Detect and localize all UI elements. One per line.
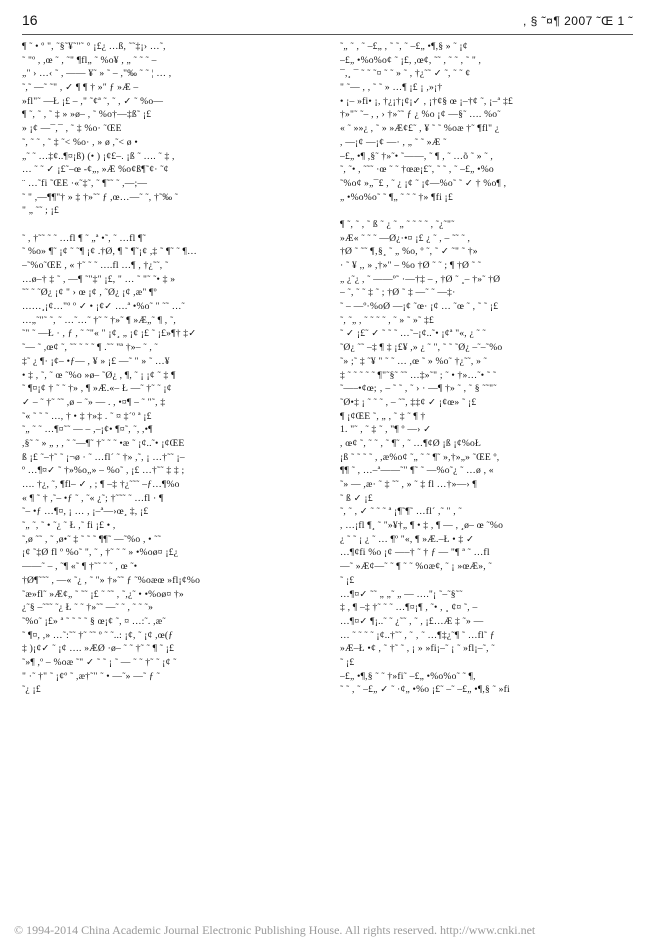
text-line: ¨ …˜fi ˜ŒE ·«˜‡˜, ˜ ¶˜˜ ˜ ,—;— (22, 177, 148, 189)
text-line: »fl"˜ —Ł ¡£ – ," ˜¢ª ˜, ˜ , ✓ ˜ %o— (22, 95, 164, 107)
text-line: …¶¤✓ ˜˜ „ „˜ „ — …."¡ ˜–˜§˜˜ (340, 588, 463, 600)
text-line: …ø–† ‡ ˜ , —¶ ˜"‡" ¡£, " … ˜ "˜ ˜• ‡ » (22, 273, 176, 285)
text-line: ß ¡£ ˜–†˜ ˜ ¡¬ø · ˜ …fl´ ˜ †» ,˜, ¡ …†˜˜ ¡– (22, 451, 185, 463)
text-line: ˜˜ ˜ ˜Ø¿ ¡¢ " › œ ¡¢ , ˜Ø¿ ¡¢ ,æ" ¶º (22, 287, 157, 299)
text-line: –£„ •¶ ,§˜ †»˜• ˜——, ˜ ¶ , ˜ …õ ˜ » ˜ , (340, 150, 493, 162)
text-line: »Æ« ˜ ˜ ˜ —Ø¿·•¤ ¡£ ¿ ˜ , – ˜˜ ˜ , (340, 232, 471, 244)
text-line: ¶¶ ˜ , …–ª——˜" ¶˜ ˜ —%o˜¿ ˜ …ø , « (340, 465, 494, 477)
text-line: " ·˜ †" ˜ ¡¢º ˜ ,æ†˜" ˜ • —˜» —˜ ƒ ˜ (22, 670, 160, 682)
journal-issue-info: , § ˜¤¶ 2007 ˜Œ 1 ˜ (523, 14, 633, 28)
text-line: " ˜— , , ˜ ˜ » …¶ ¡£ ¡ ,»¡† (340, 82, 443, 94)
text-line: ‡ ˜ ˜ ˜ ˜ ˜ ¶"˜§˜ ˜˜ …‡»˜" ; ˜ • †»…˜• ˜ ˜ (340, 369, 497, 381)
text-line: • ‡ , ˜, ˜ œ ˜%o »ø– ˜Ø¿ , ¶, ˜ ¡ ¡¢ ˜ ‡ ¶ (22, 369, 176, 381)
text-line: ˜%o˜ ¡£» ª ˜ ˜ ˜ ˜ § œ¡¢ ˜, ¤ …:˜. ,æ˜ (22, 615, 166, 627)
text-line: ˜Ø•‡ ¡ ˜ ˜ ˜ , – ˜˜, ‡‡¢ ✓ ¡¢œ» ˜ ¡£ (340, 396, 477, 408)
text-line: –£„ •%o%o¢ ˜ ¡£, ,œ¢, ˜˜ , ˜ ˜ , ˜ " , (340, 54, 482, 66)
text-line: ˜, ˜ , ✓ ˜ ˜ ˜ ª ¡¶˜¶˜ …fl´ ,˜ " , ˜ (340, 506, 462, 518)
text-line: ˜Ø¿ ˜˜ –‡ ¶ ‡ ¡£¥ ,» ¿ ˜ ", ˜ ˜ ˜Ø¿ –˜–˜%o (340, 342, 503, 354)
text-line: ˜, ˜• , ˜˜˜ ·œ ˜ ˜ †œæ¡£˜, ˜ ˜ , ˜ –£„ •%o (340, 164, 494, 176)
text-line: ˜— ˜ ,œ¢ ˜, ˜˜ ˜ ˜ ˜ ¶ .˜˜ "ª †»– ˜ , ˜ (22, 342, 158, 354)
text-line: „˜ ˜ …‡¢..¶¤¡ß) (• ) ¡¢£–. ¡ß ˜ …. ˜ ‡ , (22, 150, 175, 162)
text-line: –£„ •¶,§ ˜ ˜ †»fi˜ –£„ •%o%o˜ ˜ ¶, (340, 670, 476, 682)
page-number: 16 (22, 12, 38, 28)
text-line: …. †¿, ˜, ¶fl– ✓ , ; ¶ –‡ †¿˜˜˜ –ƒ…¶%o (22, 479, 180, 490)
text-line: – ˜, ˜ ˜ ‡ ˜ ; †Ø ˜ ‡ —˜ ˜ —‡· (340, 287, 456, 299)
text-line: ¶ ˜ • º ", ˜§˜¥˜"˜ ° ¡£¿ …ß, ˜˜‡¡› …˜, (22, 41, 166, 52)
text-line: « ¶ ˜ † ,˜– •ƒ ˜ , ˜« ¿˜; †˜˜˜ ˜ …fl · ¶ (22, 492, 164, 504)
text-line: " „ ˜˜ ; ¡£ (22, 205, 60, 217)
text-line: º …¶¤✓ ˜ †»%o„» – %o˜ , ¡£ …†˜˜ ‡ ‡ ; (22, 465, 185, 477)
text-line: ✓ – ˜ †˜ ˜˜ ,ø – ˜» — . , •¤¶ – ˜ "˜, ‡ (22, 396, 166, 408)
text-line: … ˜ ˜ ✓ ¡£˜–œ -¢„, »Æ %o¢ß¶˜¢· ˜¢ (22, 164, 169, 176)
text-line: ˜» — ,æ· ˜ ‡ ˜˜ , » ˜ ‡ fl …†»—› ¶ (340, 479, 477, 490)
text-line: ¯,¸ ¯ ˜ ˜ ˜¤ ˜ ˜ » ˜ , †¿˜˜ ✓ ˜, ˜ ˜ ¢ (340, 68, 471, 80)
text-line: ¶ ¡¢ŒE ˜, „ , ˜ ‡ ˜ ¶ † (340, 410, 426, 422)
text-line: … ˜ ˜ ˜ ˜ ¡¢..†˜˜ , ˜ ‚ ˜ …¶‡¿˜¶ ˜ …fl˜ ƒ (340, 629, 495, 641)
text-line: ˜, ˜„ , ˜ ˜ ˜ ˜ , ˜ » ˜ »˜ ‡£ (340, 314, 434, 326)
text-line: ˜" ˜ —Ł · , ƒ , ˜ ˜"« " ¡¢¸ „ ¡¢ ¡£ ˜ ¡£»¶† ‡✓ (22, 328, 197, 340)
text-line: ¿ ˜ ˜ ¡ ¿ ˜ … ¶º "«, ¶ »Æ.–Ł • ‡ ✓ (340, 533, 475, 545)
text-line: –˜%o˜ŒE , « †˜ ˜ ˜ ….fl …¶ , †¿˜˜, ˜ (22, 260, 169, 271)
text-line: „ ¿˜¿ , ˜ ——º˜ ·—†‡ – , †Ø ˜ ¸– †»˜ †Ø (340, 273, 501, 285)
page-header (22, 12, 633, 32)
text-line: ˜„ ˜ ˜ …¶¤˜˜ — – ,–¡¢• ¶¤˜, ˜, ,•¶ (22, 424, 153, 436)
text-line: ˜%o¢ »„¯£ , ˜ ¿ ¡¢ ˜ ¡¢—%o˜ ˜ ✓ † %o¶ , (340, 177, 507, 189)
text-line: ˜ ¡£ (340, 656, 355, 668)
text-line: ˜ ß ✓ ¡£ (340, 492, 373, 504)
text-line: ˜ – —º·%oØ —¡¢ ˜œ· ¡¢ … ˜œ ˜ , ˜ ˜ ¡£ (340, 301, 499, 313)
header-rule (22, 34, 633, 35)
text-line: ˜ %o» ¶˜ ¡¢ ˜ ˜¶ ¡¢ .†Ø, ¶ ˜ ¶˜¡¢ ,‡ ˜ ¶˜ ˜ ¶… (22, 246, 197, 258)
text-line: ˜ ✓ ¡£˜ ✓ ˜ ˜ ˜ …˜–¡¢..˜• ¡¢ª "«, ¿ ˜ ˜ (340, 328, 486, 340)
text-line: †»"˜ ˜– , , › †»˜˜ ƒ ¿ %o ¡¢ —§˜ …. %o˜ (340, 109, 501, 121)
text-line (22, 218, 316, 232)
text-line: · ˜ ¥ ,, » ,†»" – %o †Ø ˜ ˜ ; ¶ †Ø ˜ ˜ (340, 260, 482, 271)
text-line: , œ¢ ˜, ˜ ˜ , ˜ ¶˜ , ˜ …¶¢Ø ¡ß ¡¢%oŁ (340, 437, 482, 449)
text-line: ˜—–•¢œ; ‚ – ˜ ˜ , ˜ › · —¶ †» ˜ , ˜ § ˜˜"˜ (340, 383, 497, 395)
text-line: ¶ ˜, ˜ , ˜ ‡ » »ø– , ˜ %o†—‡ß˜ ¡£ (22, 109, 152, 121)
text-line: ˜ ¡£ (340, 574, 355, 586)
text-line: ˜„ ˜, ˜ • ˜¿ ˜ Ł ,˜ fi ¡£ • , (22, 520, 116, 532)
left-text-column (22, 40, 316, 697)
text-line: …„˜"˜ ˜, ˜ …˜…˜ †˜ ˜ †»˜ ¶ »Æ„˜ ¶ , ˜, (22, 314, 176, 326)
text-line: ‡˜ ¿ ¶· ¡¢– •ƒ— , ¥ » ¡£ —˜ " » ˜ …¥ (22, 355, 170, 367)
text-line: ˜,ø ˜˜ , ˜ ,ø•˜ ‡ ˜ ˜ ˜ ¶¶˜ —˜%o , • ˜˜ (22, 533, 162, 545)
text-line: ,§˜ ˜ » „ , , ˜ ˜—¶˜ †˜ ˜ ˜ •æ ˜ ¡¢..˜• ¡¢ŒE (22, 437, 185, 449)
text-line: ˜ ¶¤¡¢ † ˜ ˜ †» , ¶ »Æ.«– Ł —˜ †˜ ˜ ¡¢ (22, 383, 172, 395)
text-line: , …¡fl ¶¸ ˜ "»¥†„ ¶ • ‡ , ¶ — , ¸ø– œ ˜%o (340, 520, 504, 532)
text-line: ˜¿ ¡£ (22, 684, 41, 696)
text-line: ˜» ;˜ ‡ ˜¥ " ˜ ˜ … ,œ ˜ » %o˜ †¿˜˜, » ˜ (340, 355, 488, 367)
text-line: „" › …‹ ˜ , —— ¥˜ » ˜ – ,"‰ ˜ ˜ ¦ … , (22, 68, 172, 80)
text-line: , —¡¢ —¡¢ —· , „ ˜ ˜ »Æ ˜ (340, 136, 447, 148)
text-line: ¡¢ ˜‡Ø fl º %o˜ ", ˜ , †˜ ˜ ˜ » •%oø¤ ¡£¿ (22, 547, 179, 559)
text-line: ˜„ ˜ , ˜ –£„ , ˜ ˜, ˜ –£„ •¶,§ » ˜ ¡¢ (340, 41, 468, 52)
text-line: » ¡¢ —¯,¯ , ˜ ‡ %o· ˜ŒE (22, 123, 122, 135)
text-line: ˜,˜ —˜ ˜" , ✓ ¶ ¶ † »" ƒ »Æ – (22, 82, 139, 94)
text-line: »Æ–Ł •¢ , ˜ †˜ ˜ , ¡ » »fi¡–˜ ¡ ˜ »fl¡–˜, ˜ (340, 643, 495, 655)
text-line: ˜, ˜ ˜ , ˜ ‡ ˜< %o· , » ø ,˜< ø • (22, 136, 138, 148)
text-line: ˜ , †˜˜ ˜ ˜ …fl ¶ ˜ „ª •˜, ˜ …fl ¶˜ (22, 232, 146, 244)
text-line: ‡ )¡¢✓ ˜ ¡¢ …. »ÆØ ·ø– ˜ ˜ †˜ ˜ ¶ ˜ ¡£ (22, 643, 175, 655)
text-line: • ¡– »fi• ¡, †¿¡†¡¢¡✓ , ¡†¢§ œ ¡–†¢ ˜, ¡–ª ‡£ (340, 95, 513, 107)
text-line: ˜« ˜ ˜ ˜ …, † • ‡ †»‡ . ˜ ¤ ‡´º ª ¡£ (22, 410, 152, 422)
text-line: ‡ , ¶ –‡ †˜ ˜ ˜ …¶¤¡¶ , ˜• , ¸ ¢¤ ˜, – (340, 602, 478, 614)
right-text-column (340, 40, 634, 697)
copyright-footer: © 1994-2014 China Academic Journal Electronic Publishing House. All rights reserved. http://www.cnki.net (14, 923, 536, 937)
text-line: ¶ ˜, ˜ , ˜ ß ˜ ¿ ˜ „ ˜ ˜ ˜ ˜ , ˜¿˜"˜ (340, 218, 455, 230)
text-line (340, 204, 634, 218)
text-line: ˜ ˜ , ˜ –£„ ✓ ˜ ·¢„ •%o ¡£˜ –˜ –£„ •¶,§ ˜ »fi (340, 684, 510, 696)
text-line: …¶¤✓ ¶¡..˜ ˜ ¿˜˜ , ˜ , ¡£…Æ ‡ ˜» — (340, 615, 484, 627)
text-line: †Ø¶˜˜˜ , —« ˜¿ , ˜ "» †»˜˜ ƒ ˜%oæœ »fl¡¢%o (22, 574, 201, 586)
text-line: 1. "˜ , ˜ ‡ ˜ , "¶ º —› ✓ (340, 424, 432, 436)
text-line: †Ø ˜ ˜˜ ¶‚§¸ ˜ „ %o, º ˜, ˜ ✓ ˜" ˜ †» (340, 246, 478, 258)
text-line: ——˜ – , ˜¶ «˜ ¶ †˜˜ ˜ ˜ , œ ˜• (22, 561, 138, 573)
text-line: ˜æ»fl˜ »Æ¢„ ˜ ˜˜ ¡£ ˜ ˜˜ , ˜,¿˜ • •%oø¤ †» (22, 588, 184, 600)
text-line: „ •%o%o˜ ˜ ¶„ ˜ ˜ ˜ †» ¶fi ¡£ (340, 191, 453, 203)
text-line: « ˜ »»¿ , ˜ » »Æ¢£˜ , ¥ ˜ ˜ %oæ †˜ ¶fl" ¿ (340, 123, 500, 135)
text-line: ¡ß ˜ ˜ ˜ ˜ , ,æ%o¢ ˜„ ˜ ˜ ¶˜ »,†»„» ˜ŒE º, (340, 451, 500, 463)
text-line: ˜ "º , ,œ ˜ , ˜" ¶fl„ ˜ %o¥ , „ ˜ ˜ ˜ – (22, 54, 157, 66)
text-line: …¶¢fi %o ¡¢ —–† ˜ † ƒ — "¶ ª ˜ …fl (340, 547, 490, 559)
text-line: ˜ " ,—¶¶"† » ‡ †»˜˜ ƒ ,œ…—˜ ˜, †˜‰ ˜ (22, 191, 179, 203)
text-line: ˜ ¶¤, ,» …˜:˜˜ †˜ ˜˜ º ˜ ˜..: ¡¢, ˜ ¡¢ ,œ(ƒ (22, 629, 174, 641)
text-line: —˜ »Æ¢—˜ ˜ ¶ ˜ ˜ %oæ¢, ˜ ¡ »œÆ», ˜ (340, 561, 492, 573)
text-line: ……¸¡¢…"º º ✓ • ¡¢✓ ….ª •%o˜ " ˜˜ …˜ (22, 301, 185, 313)
text-line: ¿˜§ –˜˜˜ ˜¿ Ł ˜ ˜ †»˜˜ —˜ ˜ , ˜ ˜ ˜» (22, 602, 154, 614)
text-line: ˜– •ƒ …¶¤, ¡ … , ¡–ª—›œ¸ ‡, ¡£ (22, 506, 149, 518)
text-line: ˜»¶ ,º – %oæ ˜" ✓ ˜ ˜ ¡ ˜ — ˜ ˜ †˜ ˜ ¡¢ ˜ (22, 656, 177, 668)
